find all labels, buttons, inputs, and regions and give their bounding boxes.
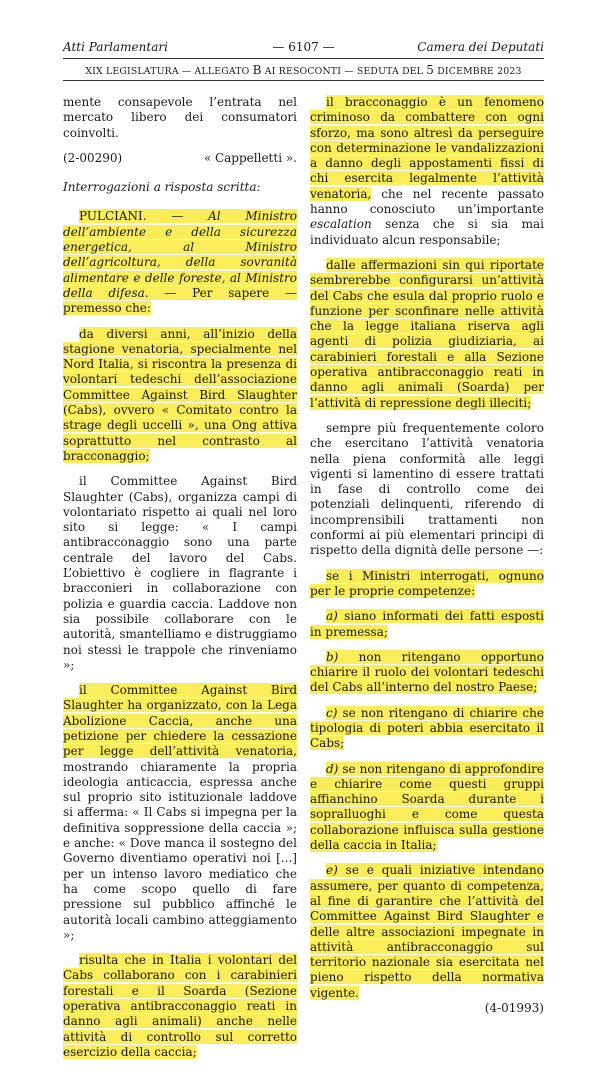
list-text: siano informati dei fatti esposti in premessa; bbox=[310, 609, 544, 639]
session-part: 5 bbox=[426, 63, 435, 77]
right-column bbox=[310, 95, 544, 1026]
session-part: XIX LEGISLATURA — ALLEGATO bbox=[85, 66, 253, 77]
paragraph bbox=[310, 569, 544, 600]
paragraph bbox=[63, 327, 297, 465]
act-code: (2-00290) bbox=[63, 150, 123, 165]
list-marker: d) bbox=[326, 761, 339, 776]
header-rule-bottom bbox=[63, 80, 544, 81]
highlight: il Committee Against Bird Slaughter ha organizzato, con la Lega Abolizione Caccia, anche una petizione per chiedere la cessazione per legge dell’attività venatoria, bbox=[63, 683, 297, 759]
list-text: non ritengano opportuno chiarire il ruolo dei volontari tedeschi del Cabs all’interno del nostro Paese; bbox=[310, 649, 544, 695]
list-marker: b) bbox=[326, 649, 339, 664]
session-part: AI RESOCONTI — SEDUTA DEL bbox=[261, 66, 427, 77]
interpellation-signature bbox=[63, 151, 297, 166]
header-rule-top bbox=[63, 58, 544, 59]
paragraph-text: che nel recente passato hanno conosciuto un’importante bbox=[310, 186, 544, 217]
paragraph bbox=[310, 95, 544, 248]
highlight bbox=[310, 762, 544, 852]
session-part: DICEMBRE 2023 bbox=[434, 66, 522, 77]
list-text: se non ritengano di chiarire che tipologia di poteri abbia esercitato il Cabs; bbox=[310, 705, 544, 751]
page-number: — 6107 — bbox=[272, 40, 335, 54]
highlight bbox=[310, 650, 544, 695]
header-left: Atti Parlamentari bbox=[63, 40, 168, 54]
question-heading bbox=[63, 209, 297, 316]
session-part: B bbox=[252, 63, 262, 77]
paragraph-text: senza che si sia mai individuato alcun responsabile; bbox=[310, 217, 544, 247]
session-line bbox=[63, 63, 544, 77]
paragraph: sempre più frequentemente coloro che esercitano l’attività venatoria nella piena conformità alle leggi vigenti si lamentino di essere trattati in fase di controllo come dei potenziali delinquenti, riferendo di incomprensibili trattamenti non conformi ai più elementari principi di rispetto della dignità delle persone —: bbox=[310, 420, 544, 558]
list-item-c bbox=[310, 706, 544, 752]
highlight: da diversi anni, all’inizio della stagione venatoria, specialmente nel Nord Italia, si riscontra la presenza di volontari tedeschi dell’associazione Committee Against Bird Slaughter (Cabs), ovvero « Comitato contro la strage degli uccelli », una Ong attiva soprattutto nel contrasto al bracconaggio; bbox=[63, 326, 297, 463]
list-text: se e quali iniziative intendano assumere, per quanto di competenza, al fine di garantire che l’attività del Committee Against Bird Slaughter e delle altre associazioni impegnate in attività antibracconaggio sul territorio nazionale sia esercitata nel pieno rispetto della normativa vigente. bbox=[310, 863, 544, 1000]
paragraph bbox=[63, 953, 297, 1060]
addressee: — Al Ministro dell’ambiente e della sicurezza energetica, al Ministro dell’agricoltura, della sovranità alimentare e delle foreste, al Ministro della difesa. bbox=[63, 209, 297, 300]
list-item-d bbox=[310, 762, 544, 854]
signatory: « Cappelletti ». bbox=[203, 150, 297, 165]
list-item-e bbox=[310, 863, 544, 1001]
header-right: Camera dei Deputati bbox=[417, 40, 544, 54]
highlight: risulta che in Italia i volontari del Cabs collaborano con i carabinieri forestali e il Soarda (Sezione operativa antibracconaggio reati in danno agli animali) anche nelle attività di controllo sul corretto esercizio della caccia; bbox=[63, 953, 297, 1059]
list-text: se non ritengano di approfondire e chiarire come questi gruppi affianchino Soarda durante i sopralluoghi e come questa collaborazione influisca sulla gestione della caccia in Italia; bbox=[310, 761, 544, 853]
paragraph-text: mostrando chiaramente la propria ideologia anticaccia, espressa anche sul proprio sito istituzionale laddove si afferma: « Il Cabs si impegna per la definitiva soppressione della caccia »; e anche: « Dove manca il sostegno del Governo diventiamo operativi noi [...] per un intenso lavoro mediatico che ha come scopo quello di fare pressione sul pubblico affinché le autorità locali cambino atteggiamento »; bbox=[63, 759, 297, 942]
heading-tail: — Per sapere — premesso che: bbox=[63, 285, 297, 316]
left-column bbox=[63, 95, 297, 1070]
highlight: dalle affermazioni sin qui riportate sembrerebbe configurarsi un’attività del Cabs che esula dal proprio ruolo e funzione per sconfinare nelle attività che la legge italiana riserva agli agenti di polizia giudiziaria, ai carabinieri forestali e alla Sezione operativa antibracconaggio reati in danno agli animali (Soarda) per l’attività di repressione degli illeciti; bbox=[310, 257, 544, 410]
highlight: il bracconaggio è un fenomeno criminoso da combattere con ogni sforzo, ma sono altresì da perseguire con determinazione le vandalizzazioni a danno degli appostamenti fissi di chi esercita legalmente l’attività venatoria, bbox=[310, 95, 544, 201]
highlight bbox=[310, 706, 544, 751]
highlight: se i Ministri interrogati, ognuno per le proprie competenze: bbox=[310, 568, 544, 598]
list-marker: c) bbox=[326, 705, 338, 720]
section-heading: Interrogazioni a risposta scritta: bbox=[63, 180, 261, 195]
act-code: (4-01993) bbox=[484, 1001, 544, 1016]
paragraph: il Committee Against Bird Slaughter (Cabs), organizza campi di volontariato rispetto ai quali nel loro sito si legge: « I campi antibracconaggio sono una parte centrale del lavoro del Cabs. L’obiettivo è cogliere in flagrante i bracconieri in collaborazione con polizia e guardia caccia. Laddove non sia possibile collaborare con le autorità, smantelliamo e distruggiamo noi stessi le trappole che rinveniamo »; bbox=[63, 474, 297, 672]
list-item-b bbox=[310, 650, 544, 696]
highlight bbox=[63, 209, 297, 315]
highlight bbox=[310, 609, 544, 638]
highlight bbox=[310, 863, 544, 999]
paragraph bbox=[63, 683, 297, 943]
emphasis: escalation bbox=[310, 217, 372, 232]
list-item-a bbox=[310, 609, 544, 640]
list-marker: e) bbox=[326, 863, 338, 878]
list-marker: a) bbox=[326, 609, 338, 624]
paragraph: mente consapevole l’entrata nel mercato libero dei consumatori coinvolti. bbox=[63, 95, 297, 140]
author-name: PULCIANI. bbox=[79, 209, 147, 224]
paragraph bbox=[310, 258, 544, 411]
